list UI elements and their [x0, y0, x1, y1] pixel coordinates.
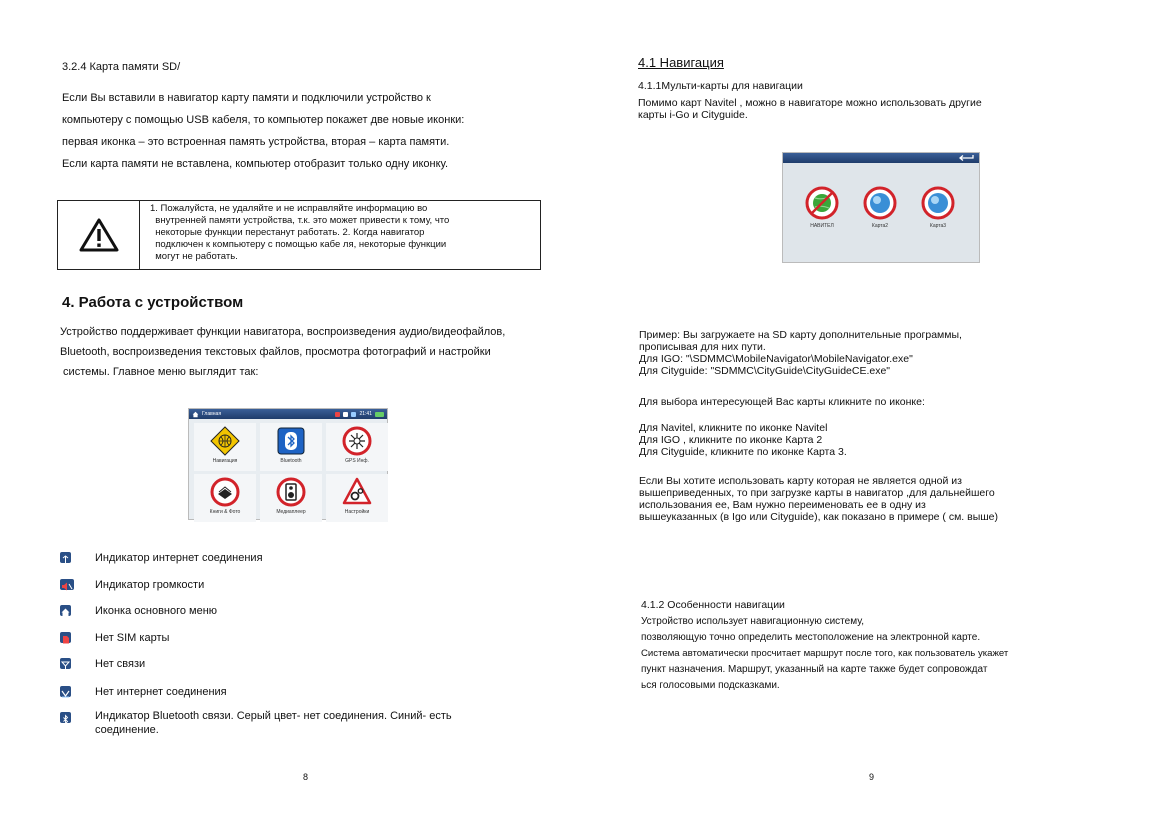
legend-label: Нет связи [95, 658, 146, 670]
paragraph-line: ься голосовыми подсказками. [641, 680, 780, 691]
tile-label: Навигация [212, 458, 238, 464]
map-icon-navitel[interactable] [805, 186, 839, 229]
no-sim-icon [60, 632, 71, 643]
globe-navigation-icon [210, 426, 240, 456]
warning-line: могут не работать. [150, 251, 238, 262]
maps-title-bar [783, 153, 979, 163]
section-41-title: 4.1 Навигация [638, 55, 724, 70]
paragraph-line: Для Cityguide, кликните по иконке Карта 3. [639, 446, 847, 458]
example-block [639, 329, 962, 377]
paragraph-line: Для IGO , кликните по иконке Карта 2 [639, 434, 823, 446]
main-menu-screenshot [188, 408, 388, 520]
paragraph-line: компьютеру с помощью USB кабеля, то компьютер покажет две новые иконки: [62, 114, 465, 126]
warning-line: некоторые функции перестанут работать. 2. Когда навигатор [150, 227, 425, 238]
paragraph-line: Для Navitel, кликните по иконке Navitel [639, 422, 828, 434]
map-label: Карта2 [871, 223, 889, 229]
paragraph-line: Если Вы вставили в навигатор карту памяти и подключили устройство к [62, 92, 431, 104]
paragraph-line: карты i-Go и Cityguide. [638, 109, 748, 121]
paragraph-line: Bluetooth, воспроизведения текстовых файлов, просмотра фотографий и настройки [60, 346, 491, 358]
map-icon-karta2[interactable] [863, 186, 897, 229]
no-internet-icon [60, 686, 71, 697]
tile-label: GPS Инф. [345, 458, 369, 464]
legend-label: Иконка основного меню [95, 605, 218, 617]
paragraph-line: Пример: Вы загружаете на SD карту дополнительные программы, [639, 329, 962, 341]
legend-label: Нет интернет соединения [95, 686, 227, 698]
speaker-media-icon [276, 477, 306, 507]
battery-icon [375, 412, 384, 417]
status-bar [189, 409, 387, 419]
books-photo-icon [210, 477, 240, 507]
paragraph-line: Если Вы хотите использовать карту которая не является одной из [639, 475, 962, 487]
paragraph-line: пункт назначения. Маршрут, указанный на карте также будет сопровождат [641, 664, 988, 675]
menu-tile-navigation[interactable] [194, 423, 256, 471]
legend-label: Индикатор громкости [95, 579, 205, 591]
paragraph-line: позволяющую точно определить местоположение на электронной карте. [641, 632, 981, 643]
paragraph-line: Устройство использует навигационную систему, [641, 616, 864, 627]
other-map-block [639, 475, 998, 523]
paragraph-line: системы. Главное меню выглядит так: [60, 366, 259, 378]
bluetooth-indicator-icon [60, 712, 71, 723]
tile-label: Медиаплеер [276, 509, 306, 515]
gps-satellite-icon [342, 426, 372, 456]
settings-gears-icon [342, 477, 372, 507]
no-signal-icon [60, 658, 71, 669]
paragraph-line: использования ее, Вам нужно переименовать ее в одну из [639, 499, 926, 511]
volume-indicator-icon [60, 579, 74, 590]
section-411-body [638, 97, 982, 121]
karta3-globe-icon [921, 186, 955, 220]
sim-status-icon [335, 412, 340, 417]
section-412-body [641, 614, 1008, 694]
maps-screenshot [782, 152, 980, 263]
warning-line: подключен к компьютеру с помощью кабе ля, некоторые функции [150, 239, 447, 250]
menu-tile-bluetooth[interactable] [260, 423, 322, 471]
legend-label: Индикатор интернет соединения [95, 552, 263, 564]
paragraph-line: вышеуказанных (в Igo или Cityguide), как показано в примере ( см. выше) [639, 511, 999, 523]
internet-indicator-icon [60, 552, 71, 563]
map-icon-karta3[interactable] [921, 186, 955, 229]
warning-box [57, 200, 541, 270]
section-411-title: 4.1.1Мульти-карты для навигации [638, 80, 803, 92]
signal-icon [343, 412, 348, 417]
navitel-globe-icon [805, 186, 839, 220]
bluetooth-icon [276, 426, 306, 456]
paragraph-line: Устройство поддерживает функции навигатора, воспроизведения аудио/видеофайлов, [60, 326, 506, 338]
paragraph-line: Для IGO: "\SDMMC\MobileNavigator\MobileNavigator.exe" [639, 353, 913, 365]
home-icon [192, 411, 199, 418]
tile-label: Книги & Фото [209, 509, 241, 515]
map-label: НАВИТЕЛ [810, 223, 834, 229]
paragraph-line: вышеприведенных, то при загрузке карты в навигатор ,для дальнейшего [639, 487, 995, 499]
legend-label-continued: соединение. [95, 724, 159, 736]
legend-label: Индикатор Bluetooth связи. Серый цвет- нет соединения. Синий- есть [95, 710, 452, 722]
menu-grid [189, 419, 387, 522]
warning-line: внутренней памяти устройства, т.к. это может привести к тому, что [150, 215, 450, 226]
paragraph-line: Система автоматически просчитает маршрут после того, как пользователь укажет [641, 648, 1009, 659]
page-number: 8 [303, 772, 309, 782]
section-4-title: 4. Работа с устройством [62, 294, 244, 311]
warning-triangle-icon [79, 218, 119, 252]
menu-tile-media-player[interactable] [260, 474, 322, 522]
legend-label: Нет SIM карты [95, 632, 170, 644]
paragraph-line: прописывая для них пути. [639, 341, 766, 353]
paragraph-line: Помимо карт Navitel , можно в навигаторе можно использовать другие [638, 97, 982, 109]
warning-icon-cell [58, 201, 140, 269]
home-menu-icon [60, 605, 71, 616]
clock: 21:41 [359, 411, 372, 417]
paragraph-line: Если карта памяти не вставлена, компьютер отобразит только одну иконку. [62, 158, 448, 170]
paragraph-line: первая иконка – это встроенная память устройства, вторая – карта памяти. [62, 136, 450, 148]
screen-title: Главная [202, 411, 222, 417]
warning-line: 1. Пожалуйста, не удаляйте и не исправляйте информацию во [150, 203, 428, 214]
select-map-line: Для выбора интересующей Вас карты кликните по иконке: [639, 396, 925, 408]
menu-tile-books-photo[interactable] [194, 474, 256, 522]
tile-label: Настройки [344, 509, 370, 515]
section-412-title: 4.1.2 Особенности навигации [641, 599, 785, 611]
map-label: Карта3 [929, 223, 947, 229]
section-4-body [60, 322, 505, 382]
volume-icon [351, 412, 356, 417]
paragraph-line: Для Cityguide: "SDMMC\CityGuide\CityGuideCE.exe" [639, 365, 891, 377]
return-arrow-icon[interactable] [957, 154, 975, 161]
warning-text [140, 201, 449, 269]
karta2-globe-icon [863, 186, 897, 220]
click-instructions [639, 422, 847, 458]
section-324-body [62, 87, 464, 175]
section-324-title: 3.2.4 Карта памяти SD/ [62, 61, 181, 73]
menu-tile-gps-info[interactable] [326, 423, 388, 471]
tile-label: Bluetooth [280, 458, 302, 464]
page-number: 9 [869, 772, 875, 782]
menu-tile-settings[interactable] [326, 474, 388, 522]
